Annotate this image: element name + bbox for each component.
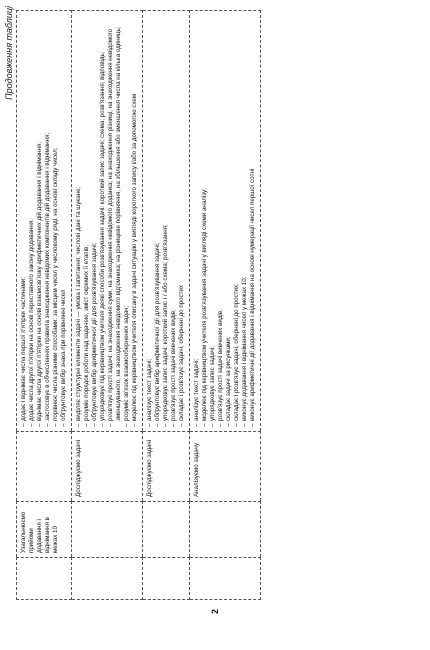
outcomes-cell	[143, 11, 190, 432]
list-item: – упорядковує запис задачі: короткий запис і / або схема; розв'язання;	[162, 15, 170, 427]
empty-cell	[143, 558, 190, 600]
list-item: – складає і розв'язує задачі, обернені до простих	[178, 15, 186, 427]
outcomes-cell	[72, 11, 143, 432]
activity-cell	[17, 432, 72, 502]
list-item: – розв'язує прості задачі: на знаходження суми, на знаходження невідомого доданка; на знаходження різниці, на знаходження невідомого зменшуваного, на знаходження невідомого від'ємника; на різницеве порівняння, на збільшення або зменшення числа на кілька одиниць;	[107, 15, 123, 427]
list-item: – виділяє структурні елементи задачі — умова і запитання; числові дані та шукане;	[75, 15, 83, 427]
outcomes-list	[75, 15, 139, 427]
list-item: – аналізує текст задачі;	[146, 15, 154, 427]
list-item: – виконує додавання і віднімання чисел у межах 10;	[241, 15, 249, 427]
list-item: – виконує арифметичні дії додавання і віднімання на основі нумерації чисел першої сотні	[249, 15, 257, 427]
activity-cell: Аналізуємо задачу	[190, 432, 261, 502]
outcomes-cell	[190, 11, 261, 432]
list-item: – складає і розв'язує задачі, обернені до простих;	[233, 15, 241, 427]
table-row	[17, 11, 72, 600]
topic-cell	[72, 502, 143, 558]
table-body	[17, 11, 261, 600]
list-item: – віднімає числа другої п'ятірки на основі взаємозв'язку арифметичних дій додавання і віднімання;	[36, 15, 44, 427]
list-item: – аналізує текст задачі;	[193, 15, 201, 427]
empty-cell	[190, 558, 261, 600]
page-number: 2	[210, 608, 220, 614]
table-row	[72, 11, 143, 600]
outcomes-cell	[17, 11, 72, 432]
topic-cell: Узагальнюємо прийоми додавання і віднімання в межах 10	[17, 502, 72, 558]
list-item: – розуміє зв'язок взаємообернених задач;	[123, 15, 131, 427]
activity-cell: Досліджуємо задачі	[143, 432, 190, 502]
outcomes-list	[20, 15, 68, 427]
list-item: – обґрунтовує вибір арифметичної дії для розв'язування задачі;	[91, 15, 99, 427]
list-item: – упорядковує запис задачі;	[209, 15, 217, 427]
list-item: – додає і віднімає числа першої п'ятірки частинами;	[20, 15, 28, 427]
list-item: – порівнює числа різними способами: за місцем чисел у числовому ряді, на основі складу чисел;	[52, 15, 60, 427]
empty-cell	[17, 558, 72, 600]
list-item: – моделює під керівництвом учителя описану в задачі ситуацію у вигляді короткого запису і/або за допомогою схем	[131, 15, 139, 427]
list-item: – моделює під керівництвом учителя розв'язування задачі у вигляді схеми аналізу;	[201, 15, 209, 427]
list-item: – застосовує в обчисленнях правила знаходження невідомих компонентів дій додавання і віднімання;	[44, 15, 52, 427]
list-item: – складає задачі за рисунками;	[225, 15, 233, 427]
outcomes-list	[146, 15, 186, 427]
list-item: – обґрунтовує вибір арифметичної дії для розв'язування задачі;	[154, 15, 162, 427]
topic-cell	[143, 502, 190, 558]
curriculum-table	[16, 10, 261, 600]
activity-cell: Досліджуємо задачі	[72, 432, 143, 502]
list-item: – розв'язує прості задачі вивчених видів;	[170, 15, 178, 427]
continuation-header: Продовження таблиці	[4, 6, 14, 100]
outcomes-list	[193, 15, 257, 427]
table-row	[190, 11, 261, 600]
list-item: – упорядковує під керівництвом учителя деякі способи розв'язування задачі: короткий запис задачі; схема; розв'язання; відповідь;	[99, 15, 107, 427]
table-row	[143, 11, 190, 600]
list-item: – розуміє порядок роботи над задачею, зміст окремих її етапів;	[83, 15, 91, 427]
list-item: – додає числа другої п'ятірки на основі переставного закону додавання;	[28, 15, 36, 427]
empty-cell	[72, 558, 143, 600]
list-item: – обґрунтовує вибір знака при порівнянні чисел	[60, 15, 68, 427]
list-item: – розв'язує прості задачі вивчених видів;	[217, 15, 225, 427]
topic-cell	[190, 502, 261, 558]
